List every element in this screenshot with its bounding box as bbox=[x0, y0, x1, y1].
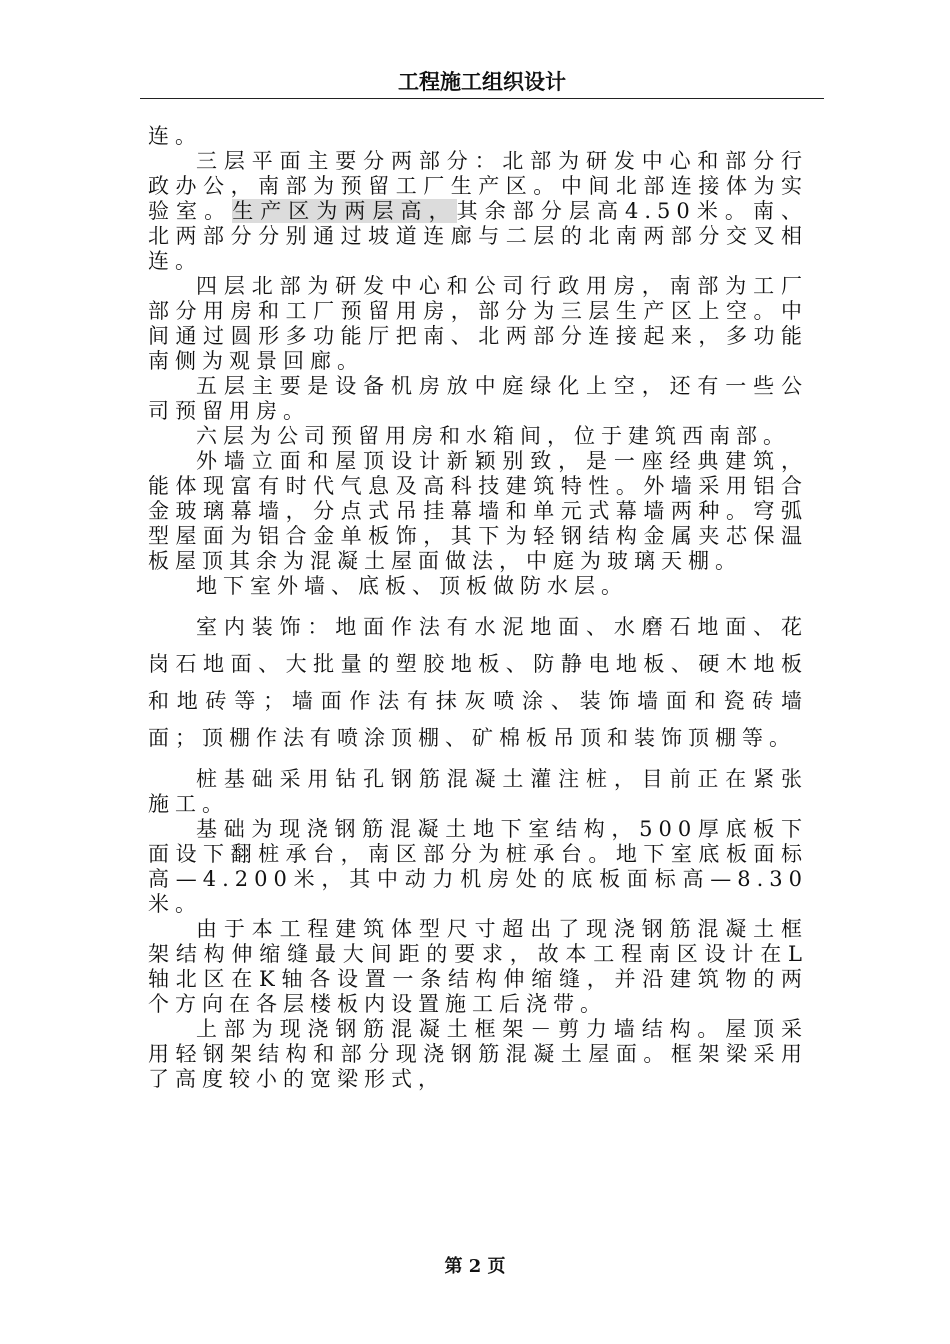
paragraph bbox=[148, 817, 808, 917]
paragraph bbox=[148, 917, 808, 1017]
paragraph-text: 上部为现浇钢筋混凝土框架－剪力墙结构。屋顶采用轻钢架结构和部分现浇钢筋混凝土屋面。框架梁采用了高度较小的宽梁形式， bbox=[148, 1017, 808, 1091]
paragraph bbox=[148, 424, 808, 449]
paragraph bbox=[148, 767, 808, 817]
paragraph bbox=[148, 609, 808, 757]
paragraph-text: 地下室外墙、底板、顶板做防水层。 bbox=[196, 574, 628, 598]
page-header-title: 工程施工组织设计 bbox=[398, 70, 566, 94]
paragraph bbox=[148, 374, 808, 424]
paragraph-text: 室内装饰：地面作法有水泥地面、水磨石地面、花岗石地面、大批量的塑胶地板、防静电地板、硬木地板和地砖等；墙面作法有抹灰喷涂、装饰墙面和瓷砖墙面；顶棚作法有喷涂顶棚、矿棉板吊顶和装饰顶棚等。 bbox=[148, 615, 808, 750]
paragraph-text: 桩基础采用钻孔钢筋混凝土灌注桩，目前正在紧张施工。 bbox=[148, 767, 808, 816]
header-divider bbox=[140, 98, 824, 99]
paragraph-text: 连。 bbox=[148, 124, 202, 148]
paragraph-text: 六层为公司预留用房和水箱间，位于建筑西南部。 bbox=[196, 424, 790, 448]
paragraph-text: 基础为现浇钢筋混凝土地下室结构，500厚底板下面设下翻桩承台，南区部分为桩承台。地下室底板面标高—4.200米，其中动力机房处的底板面标高—8.30米。 bbox=[148, 817, 808, 916]
paragraph-text: 外墙立面和屋顶设计新颖别致，是一座经典建筑，能体现富有时代气息及高科技建筑特性。外墙采用铝合金玻璃幕墙，分点式吊挂幕墙和单元式幕墙两种。穹弧型屋面为铝合金单板饰，其下为轻钢结构金属夹芯保温板屋顶其余为混凝土屋面做法，中庭为玻璃天棚。 bbox=[148, 449, 808, 573]
paragraph bbox=[148, 1017, 808, 1092]
paragraph bbox=[148, 124, 808, 149]
paragraph-text: 四层北部为研发中心和公司行政用房，南部为工厂部分用房和工厂预留用房，部分为三层生产区上空。中间通过圆形多功能厅把南、北两部分连接起来，多功能南侧为观景回廊。 bbox=[148, 274, 808, 373]
text-selection-highlight[interactable]: 生产区为两层高， bbox=[232, 199, 457, 223]
paragraph-text: 三层平面主要分两部分：北部为研发中心和部分行政办公，南部为预留工厂生产区。中间北部连接体为实验室。 bbox=[148, 149, 808, 223]
paragraph-text: 由于本工程建筑体型尺寸超出了现浇钢筋混凝土框架结构伸缩缝最大间距的要求，故本工程南区设计在L轴北区在K轴各设置一条结构伸缩缝，并沿建筑物的两个方向在各层楼板内设置施工后浇带。 bbox=[148, 917, 808, 1016]
paragraph bbox=[148, 274, 808, 374]
paragraph-text: 其余部分层高4.50米。南、北两部分分别通过坡道连廊与二层的北南两部分交叉相连。 bbox=[148, 199, 809, 273]
document-body bbox=[148, 124, 808, 1092]
page-number: 第 2 页 bbox=[444, 1256, 506, 1277]
paragraph-text: 五层主要是设备机房放中庭绿化上空，还有一些公司预留用房。 bbox=[148, 374, 808, 423]
paragraph bbox=[148, 574, 808, 599]
paragraph bbox=[148, 449, 808, 574]
paragraph bbox=[148, 149, 808, 274]
